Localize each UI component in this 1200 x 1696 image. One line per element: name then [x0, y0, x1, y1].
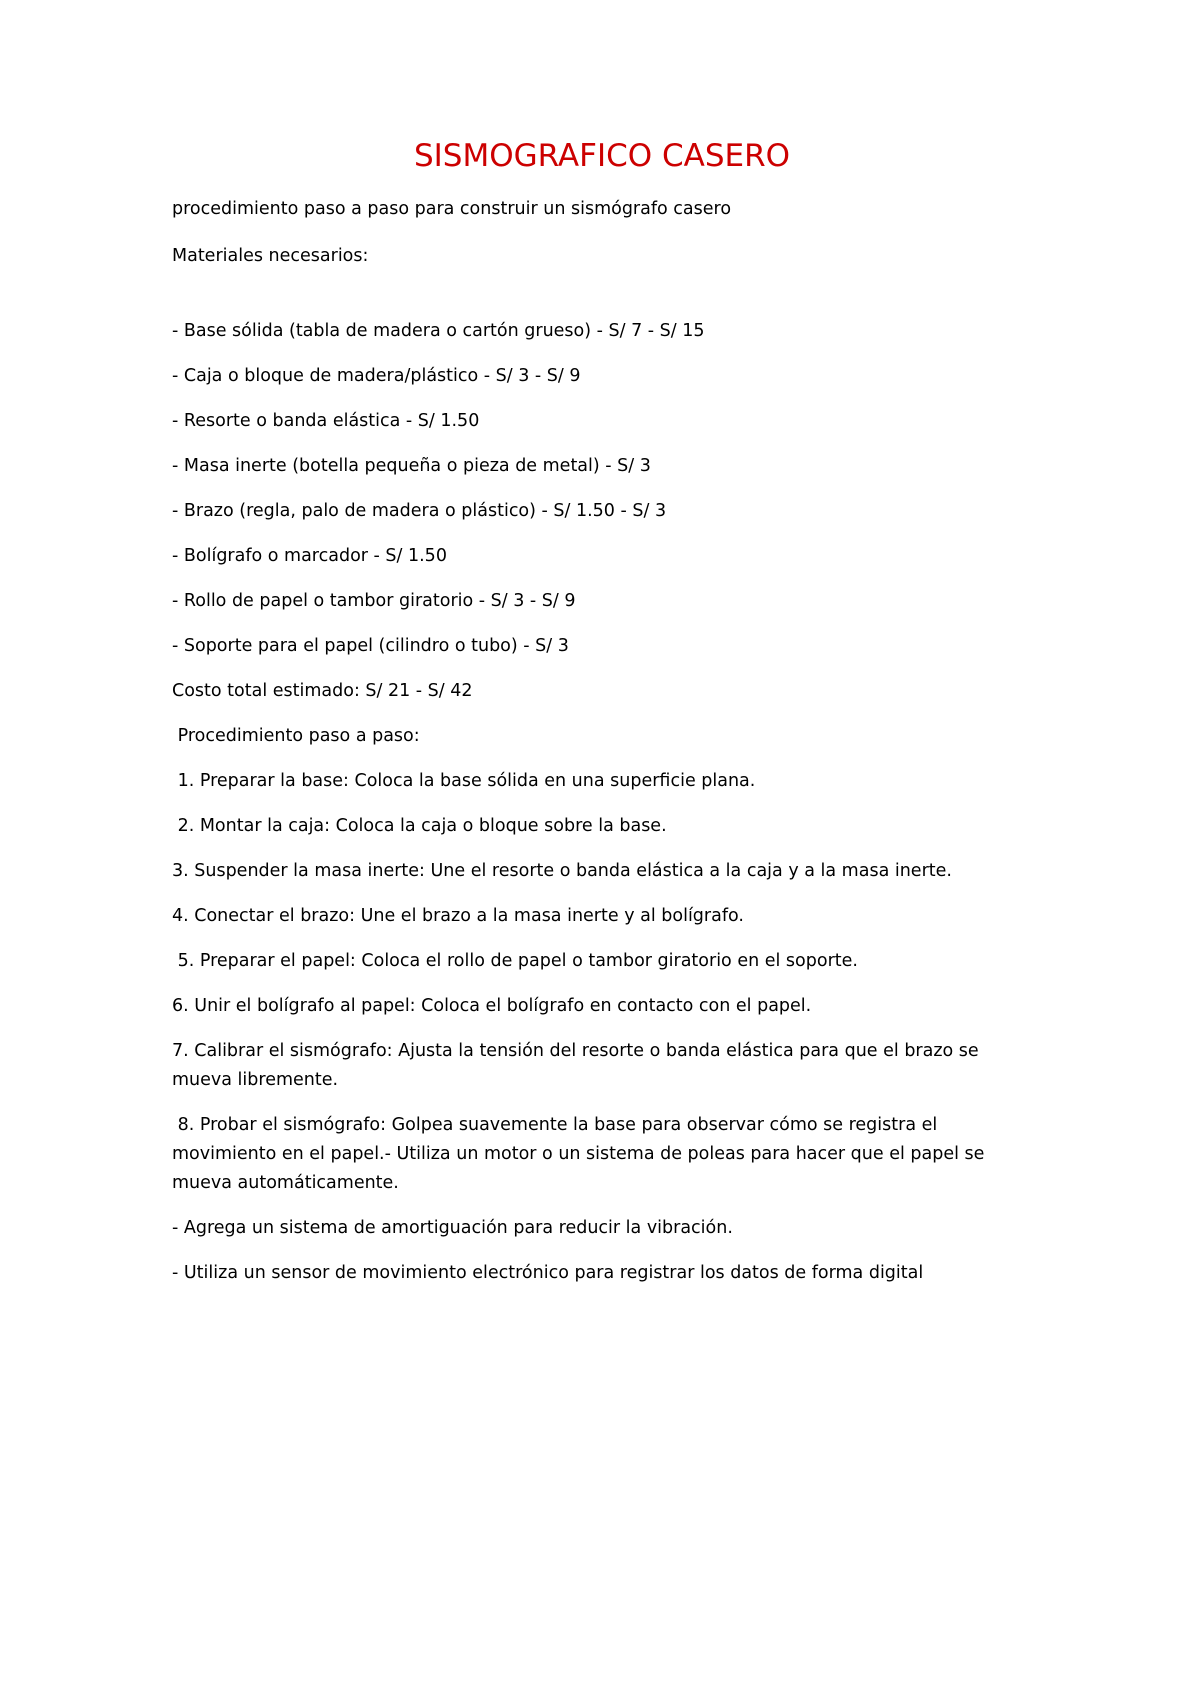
material-item: - Base sólida (tabla de madera o cartón grueso) - S/ 7 - S/ 15	[172, 321, 705, 342]
extra-tip: - Utiliza un sensor de movimiento electrónico para registrar los datos de forma digital	[172, 1263, 924, 1284]
materials-list	[172, 317, 1032, 661]
procedure-step: 8. Probar el sismógrafo: Golpea suavemente la base para observar cómo se registra el movimiento en el papel.- Utiliza un motor o un sistema de poleas para hacer que el papel se mueva automáticamente.	[172, 1115, 990, 1194]
material-item: - Caja o bloque de madera/plástico - S/ 3 - S/ 9	[172, 366, 581, 387]
material-item: - Soporte para el papel (cilindro o tubo) - S/ 3	[172, 636, 569, 657]
procedure-step: 2. Montar la caja: Coloca la caja o bloque sobre la base.	[172, 816, 667, 837]
procedure-step: 7. Calibrar el sismógrafo: Ajusta la tensión del resorte o banda elástica para que el brazo se mueva libremente.	[172, 1041, 985, 1091]
procedure-step: 6. Unir el bolígrafo al papel: Coloca el bolígrafo en contacto con el papel.	[172, 996, 812, 1017]
material-item: - Masa inerte (botella pequeña o pieza de metal) - S/ 3	[172, 456, 651, 477]
extra-tip: - Agrega un sistema de amortiguación para reducir la vibración.	[172, 1218, 733, 1239]
procedure-step: 3. Suspender la masa inerte: Une el resorte o banda elástica a la caja y a la masa inerte.	[172, 861, 952, 882]
material-item: - Rollo de papel o tambor giratorio - S/ 3 - S/ 9	[172, 591, 576, 612]
extra-tips	[172, 1214, 1032, 1288]
procedure-step: 1. Preparar la base: Coloca la base sólida en una superficie plana.	[172, 771, 756, 792]
material-item: - Resorte o banda elástica - S/ 1.50	[172, 411, 480, 432]
total-cost: Costo total estimado: S/ 21 - S/ 42	[172, 681, 473, 702]
material-item: - Bolígrafo o marcador - S/ 1.50	[172, 546, 447, 567]
blank-line	[172, 289, 1032, 317]
procedure-step: 5. Preparar el papel: Coloca el rollo de papel o tambor giratorio en el soporte.	[172, 951, 858, 972]
procedure-heading: Procedimiento paso a paso:	[172, 726, 420, 747]
material-item: - Brazo (regla, palo de madera o plástico) - S/ 1.50 - S/ 3	[172, 501, 667, 522]
document-title: SISMOGRAFICO CASERO	[413, 138, 791, 174]
document-body	[172, 138, 1032, 1304]
materials-heading: Materiales necesarios:	[172, 246, 369, 267]
procedure-step: 4. Conectar el brazo: Une el brazo a la masa inerte y al bolígrafo.	[172, 906, 744, 927]
procedure-steps	[172, 767, 1032, 1198]
intro-text: procedimiento paso a paso para construir un sismógrafo casero	[172, 199, 732, 220]
